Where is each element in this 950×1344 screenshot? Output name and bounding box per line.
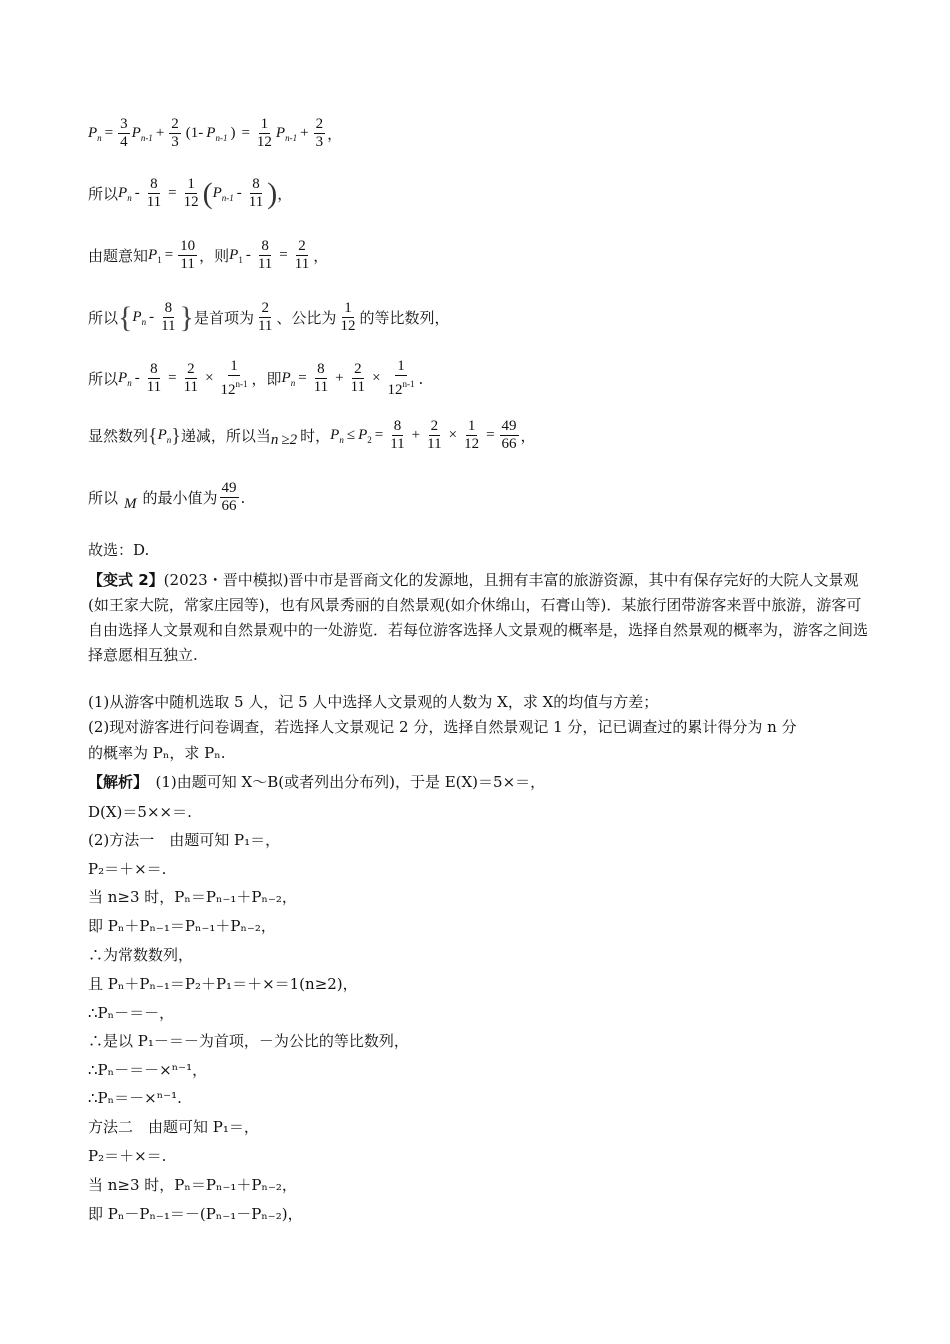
- question-2-line-1: (2)现对游客进行问卷调查，若选择人文景观记 2 分，选择自然景观记 1 分，记已调查过的累计得分为 n 分: [88, 718, 797, 736]
- formula-line-4: 所以 { $P_n$ - $\frac{8}{11}$ } 是首项为 $\frac{2}{11}$ 、公比为 $\frac{1}{12}$ 的等比数列，: [88, 300, 450, 334]
- question-1: (1)从游客中随机选取 5 人，记 5 人中选择人文景观的人数为 X，求 X的均值与方差；: [88, 693, 659, 711]
- variant-problem: 【变式 2】(2023・晋中模拟)晋中市是晋商文化的发源地，且拥有丰富的旅游资源，其中有保存完好的大院人文景观(如王家大院，常家庄园等)，也有风景秀丽的自然景观(如介休绵山，石膏山等)．某旅行团带游客来晋中旅游，游客可自由选择人文景观和自然景观中的一处游览．若每位游客选择人文景观的概率是，选择自然景观的概率为，游客之间选择意愿相互独立.: [88, 571, 869, 664]
- analysis-line-9: ∴Pₙ－＝－，: [88, 1004, 175, 1022]
- pn: $P_n$: [88, 124, 102, 143]
- fraction: $\frac{3}{4}$: [120, 116, 128, 150]
- variant-tag: 【变式 2】: [88, 571, 164, 589]
- formula-line-7: 所以 M 的最小值为 $\frac{49}{66}$ .: [88, 480, 246, 514]
- analysis-line-12: ∴Pₙ＝－×ⁿ⁻¹.: [88, 1089, 182, 1107]
- analysis-line-16: 即 Pₙ－Pₙ₋₁＝－(Pₙ₋₁－Pₙ₋₂)，: [88, 1205, 303, 1223]
- analysis-line-4: P₂＝＋×＝.: [88, 860, 167, 878]
- formula-line-2: 所以 $P_n$ - $\frac{8}{11}$ = $\frac{1}{12}$ ( $P_{n-1}$ - $\frac{8}{11}$ ) ，: [88, 176, 293, 210]
- left-brace: {: [118, 300, 133, 334]
- analysis-line-3: (2)方法一 由题可知 P₁＝，: [88, 831, 281, 849]
- analysis-line-13: 方法二 由题可知 P₁＝，: [88, 1118, 259, 1136]
- right-brace: }: [179, 300, 194, 334]
- analysis-line-5: 当 n≥3 时，Pₙ＝Pₙ₋₁＋Pₙ₋₂，: [88, 888, 297, 906]
- analysis-tag: 【解析】: [88, 773, 141, 791]
- analysis-line-11: ∴Pₙ－＝－×ⁿ⁻¹，: [88, 1061, 208, 1079]
- analysis-line-15: 当 n≥3 时，Pₙ＝Pₙ₋₁＋Pₙ₋₂，: [88, 1176, 297, 1194]
- formula-line-6: 显然数列 { $P_n$ } 递减，所以当 n ≥2 时， $P_n$ ≤ $P_2$ = $\frac{8}{11}$ + $\frac{2}{11}$ × $\frac{1}{12}$ = $\frac{49}{66}$ ，: [88, 418, 536, 452]
- analysis-line-2: D(X)＝5××＝.: [88, 803, 192, 821]
- right-paren: ): [267, 176, 278, 210]
- analysis-line-14: P₂＝＋×＝.: [88, 1147, 167, 1165]
- answer-line: 故选：D.: [88, 541, 150, 559]
- analysis-line-6: 即 Pₙ＋Pₙ₋₁＝Pₙ₋₁＋Pₙ₋₂，: [88, 917, 276, 935]
- analysis-line-10: ∴是以 P₁－＝－为首项，－为公比的等比数列，: [88, 1032, 409, 1050]
- analysis-line-8: 且 Pₙ＋Pₙ₋₁＝P₂＋P₁＝＋×＝1(n≥2)，: [88, 975, 358, 993]
- left-paren: (: [202, 176, 213, 210]
- question-2-line-2: 的概率为 Pₙ，求 Pₙ.: [88, 744, 226, 762]
- formula-line-3: 由题意知 $P_1$ = $\frac{10}{11}$ ，则 $P_1$ - $\frac{8}{11}$ = $\frac{2}{11}$ ，: [88, 238, 329, 272]
- formula-line-5: 所以 $P_n$ - $\frac{8}{11}$ = $\frac{2}{11}$ × $\frac{1}{12^{n-1}}$ ，即 $P_n$ = $\frac{8}{11}$ + $\frac{2}{11}$ × $\frac{1}{12^{n-1}}$ .: [88, 358, 424, 398]
- analysis-line-1: 【解析】 (1)由题可知 X～B(或者列出分布列)，于是 E(X)＝5×＝，: [88, 773, 546, 791]
- formula-line-1: $P_n$ = $\frac{3}{4}$ $P_{n-1}$ + $\frac{2}{3}$ (1- $P_{n-1}$ ) = $\frac{1}{12}$ $P_{n-1}$ + $\frac{2}{3}$ ，: [88, 116, 343, 150]
- analysis-line-7: ∴为常数数列，: [88, 946, 194, 964]
